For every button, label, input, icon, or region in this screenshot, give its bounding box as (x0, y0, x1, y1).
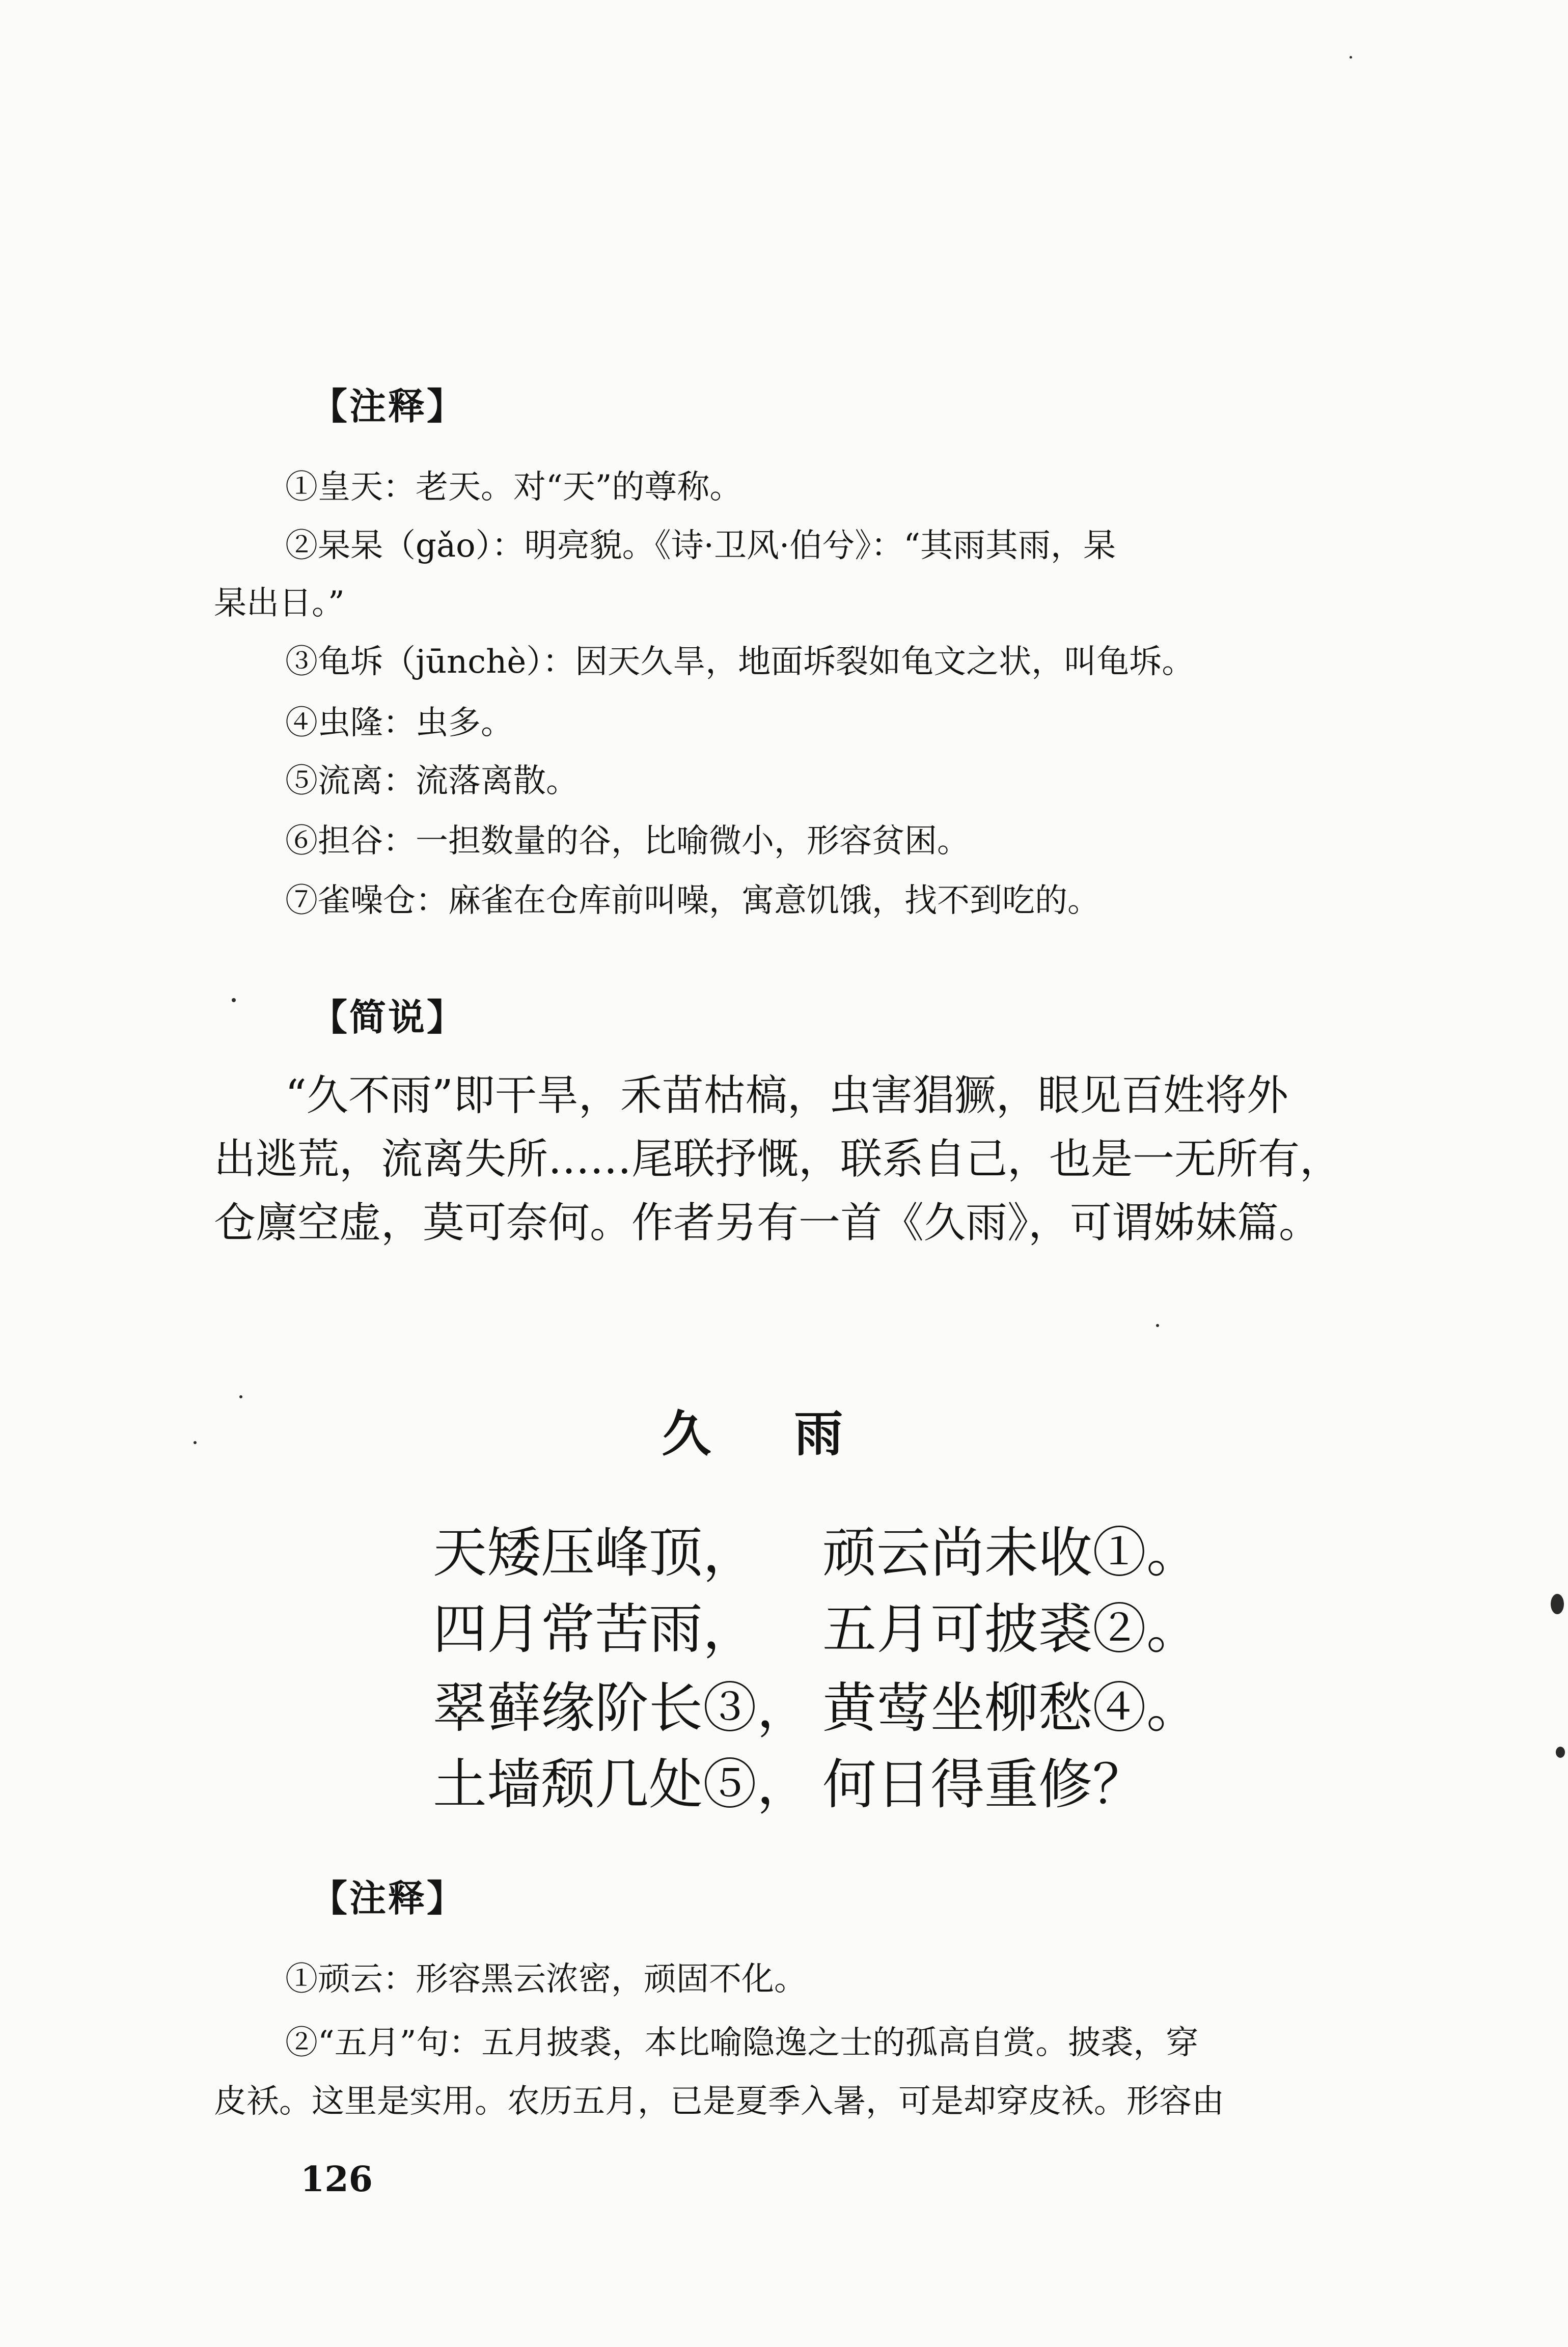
poem-line-1-left: 天矮压峰顶， (433, 1522, 757, 1584)
annotation-note: ①顽云：形容黑云浓密，顽固不化。 (285, 1961, 807, 1998)
scan-speck (1156, 1324, 1159, 1327)
scan-speck (239, 1395, 242, 1398)
poem-title-char: 雨 (794, 1405, 843, 1462)
commentary-line: 仓廪空虚，莫可奈何。作者另有一首《久雨》，可谓姊妹篇。 (214, 1199, 1321, 1247)
scan-speck (1551, 1594, 1564, 1614)
poem-line-4-right: 何日得重修？ (822, 1753, 1146, 1816)
annotation-note: ⑤流离：流落离散。 (285, 762, 579, 800)
commentary-heading: 【简说】 (311, 996, 466, 1039)
annotation-heading-2: 【注释】 (311, 1877, 466, 1920)
commentary-line: 出逃荒，流离失所……尾联抒慨，联系自己，也是一无所有， (214, 1135, 1342, 1183)
commentary-line: “久不雨”即干旱，禾苗枯槁，虫害猖獗，眼见百姓将外 (285, 1071, 1288, 1120)
poem-title-char: 久 (662, 1405, 711, 1462)
annotation-note-continuation: 皮袄。这里是实用。农历五月，已是夏季入暑，可是却穿皮袄。形容由 (214, 2083, 1224, 2120)
scan-speck (232, 998, 236, 1002)
poem-line-3-left: 翠藓缘阶长③， (433, 1677, 811, 1739)
poem-line-2-right: 五月可披裘②。 (822, 1598, 1200, 1661)
annotation-heading-1: 【注释】 (311, 385, 466, 428)
poem-line-3-right: 黄莺坐柳愁④。 (822, 1677, 1200, 1739)
poem-line-2-left: 四月常苦雨， (433, 1598, 757, 1661)
page-number: 126 (300, 2159, 373, 2200)
annotation-note: ⑦雀噪仓：麻雀在仓库前叫噪，寓意饥饿，找不到吃的。 (285, 882, 1100, 920)
annotation-note: ④虫隆：虫多。 (285, 704, 513, 742)
poem-line-4-left: 土墙颓几处⑤， (433, 1753, 811, 1816)
poem-line-1-right: 顽云尚未收①。 (822, 1522, 1200, 1584)
annotation-note: ①皇天：老天。对“天”的尊称。 (285, 468, 742, 506)
annotation-note: ③龟坼（jūnchè）：因天久旱，地面坼裂如龟文之状，叫龟坼。 (285, 643, 1195, 681)
annotation-note: ②“五月”句：五月披裘，本比喻隐逸之士的孤高自赏。披裘，穿 (285, 2024, 1199, 2062)
scan-speck (1556, 1747, 1565, 1758)
annotation-note: ②杲杲（gǎo）：明亮貌。《诗·卫风·伯兮》：“其雨其雨，杲 (285, 527, 1116, 565)
scan-speck (1350, 56, 1352, 59)
scan-speck (194, 1441, 197, 1444)
annotation-note: ⑥担谷：一担数量的谷，比喻微小，形容贫困。 (285, 822, 970, 860)
poem-title (662, 1395, 843, 1465)
annotation-note-continuation: 杲出日。” (214, 585, 345, 622)
